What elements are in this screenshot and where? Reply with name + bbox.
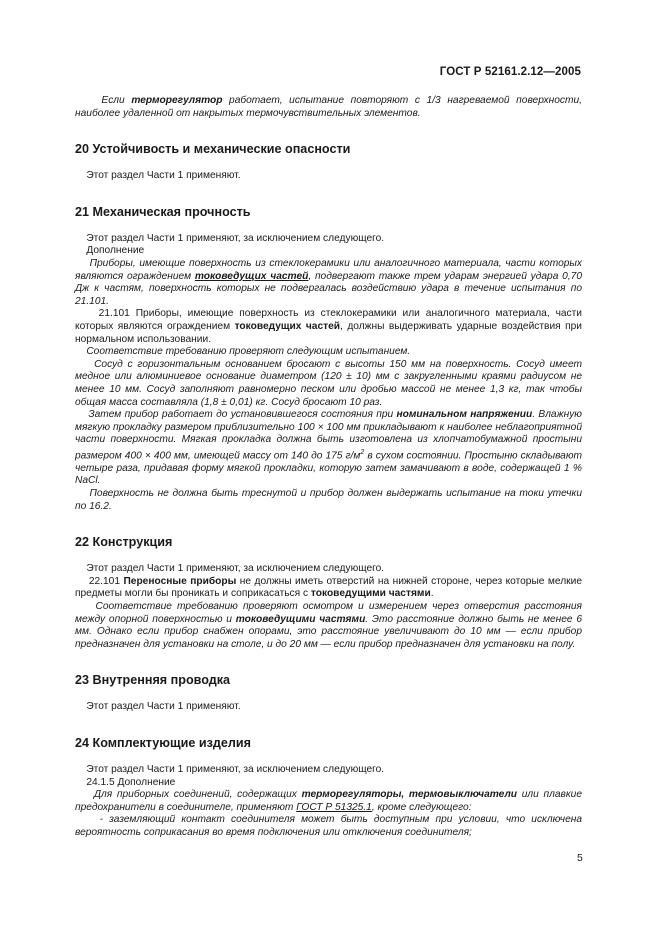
section-20-text: Этот раздел Части 1 применяют. bbox=[86, 170, 241, 182]
section-24-text: Этот раздел Части 1 применяют, за исключением следующего. bbox=[86, 763, 385, 775]
clause-21-101-test-pad: Затем прибор работает до установившегося состояния при номинальном напряжении. Влажную мягкую прокладку размером приблизительно 100 × 100 мм прикладывают к наиболее неблагоприятной части поверхности. Мягкая прокладка должна быть изготовлена из хлопчатобумажной простыни размером 400 × 400 мм, имеющей массу от 140 до 175 $г/м^2$ в сухом состоянии. Простыню складывают четыре раза, придавая форму мягкой прокладки, которую затем замачивают в воде, содержащей 1 % NaCl. bbox=[75, 409, 582, 487]
document-body bbox=[75, 95, 582, 840]
section-21-heading: 21 Механическая прочность bbox=[75, 204, 251, 219]
section-22-text: Этот раздел Части 1 применяют, за исключением следующего. bbox=[86, 563, 385, 575]
section-24-heading: 24 Комплектующие изделия bbox=[75, 735, 251, 750]
clause-24-1-5-text: Для приборных соединений, содержащих терморегуляторы, термовыключатели или плавкие предохранители в соединителе, применяют ГОСТ Р 51325.1, кроме следующего: bbox=[75, 789, 582, 813]
document-standard-id: ГОСТ Р 52161.2.12—2005 bbox=[439, 66, 581, 78]
clause-21-101: 21.101 Приборы, имеющие поверхность из стеклокерамики или аналогичного материала, части которых являются ограждением токоведущих частей, должны выдерживать ударные воздействия при нормальном использовании. bbox=[75, 308, 583, 345]
section-22-heading: 22 Конструкция bbox=[75, 535, 173, 550]
clause-21-101-compliance: Соответствие требованию проверяют следующим испытанием. bbox=[86, 346, 411, 358]
intro-paragraph: Если терморегулятор работает, испытание повторяют с 1/3 нагреваемой поверхности, наиболее удаленной от накрытых термочувствительных элементов. bbox=[75, 95, 582, 119]
standard-reference-link[interactable]: ГОСТ Р 51325.1 bbox=[296, 801, 372, 813]
clause-24-1-5-item: - заземляющий контакт соединителя может быть доступным при условии, что исключена вероятность соприкасания во время подключения или отключения соединителя; bbox=[75, 814, 583, 838]
section-21-addition-text: Приборы, имеющие поверхность из стеклокерамики или аналогичного материала, части которых являются ограждением токоведущих частей, подвергают также трем ударам энергией удара 0,70 Дж к частям, поверхность которых не подвергалась воздействию удара в течение испытания по 21.101. bbox=[75, 257, 582, 307]
clause-22-101: 22.101 Переносные приборы не должны иметь отверстий на нижней стороне, через которые мелкие предметы могли бы проникать и соприкасаться с токоведущими частями. bbox=[75, 575, 582, 600]
page-number: 5 bbox=[577, 852, 583, 864]
clause-21-101-result: Поверхность не должна быть треснутой и прибор должен выдержать испытание на токи утечки по 16.2. bbox=[75, 488, 582, 512]
clause-22-101-compliance: Соответствие требованию проверяют осмотром и измерением через отверстия расстояния между опорной поверхностью и токоведущими частями. Это расстояние должно быть не менее 6 мм. Однако если прибор снабжен опорами, это расстояние увеличивают до 10 мм — если прибор предназначен для установки на столе, и до 20 мм — если прибор предназначен для установки на полу. bbox=[75, 601, 582, 650]
section-21-text: Этот раздел Части 1 применяют, за исключением следующего. bbox=[86, 232, 385, 244]
section-23-heading: 23 Внутренняя проводка bbox=[75, 673, 231, 688]
section-21-addition-label: Дополнение bbox=[86, 245, 145, 257]
clause-21-101-test-vessel: Сосуд с горизонтальным основанием бросают с высоты 150 мм на поверхность. Сосуд имеет медное или алюминиевое основание диаметром (120 ± 10) мм с закругленными краями радиусом не менее 10 мм. Сосуд заполняют равномерно песком или дробью массой не менее 1,3 кг, так чтобы общая масса составляла (1,8 ± 0,01) кг. Сосуд бросают 10 раз. bbox=[75, 358, 582, 408]
clause-24-1-5-label: 24.1.5 Дополнение bbox=[86, 776, 176, 788]
section-20-heading: 20 Устойчивость и механические опасности bbox=[75, 142, 351, 157]
section-23-text: Этот раздел Части 1 применяют. bbox=[86, 701, 241, 713]
